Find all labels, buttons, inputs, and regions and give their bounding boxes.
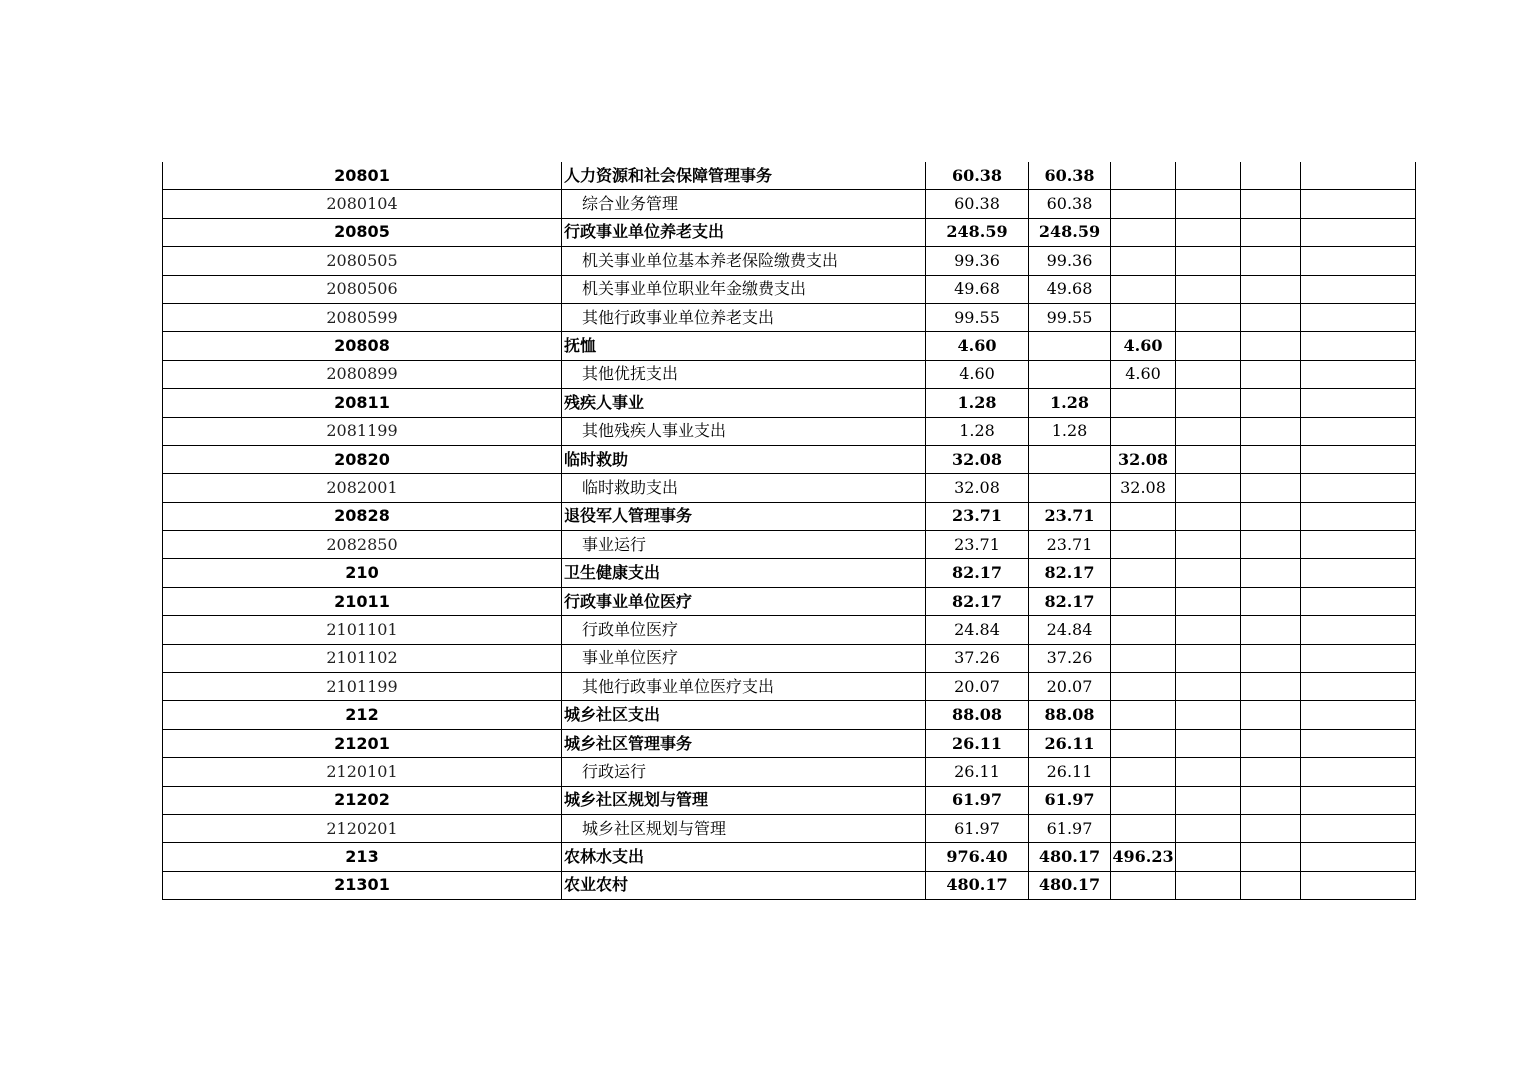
empty-cell bbox=[1176, 190, 1241, 218]
empty-cell bbox=[1241, 332, 1301, 360]
subject-code-cell: 20805 bbox=[163, 218, 562, 246]
empty-cell bbox=[1176, 673, 1241, 701]
empty-cell bbox=[1176, 275, 1241, 303]
subject-name-cell: 行政单位医疗 bbox=[562, 616, 926, 644]
basic-expenditure-cell: 88.08 bbox=[1029, 701, 1111, 729]
empty-cell bbox=[1241, 474, 1301, 502]
subject-name-cell: 退役军人管理事务 bbox=[562, 502, 926, 530]
project-expenditure-cell bbox=[1111, 729, 1176, 757]
empty-cell bbox=[1241, 644, 1301, 672]
empty-cell bbox=[1301, 758, 1416, 786]
total-amount-cell: 976.40 bbox=[926, 843, 1029, 871]
empty-cell bbox=[1176, 871, 1241, 899]
project-expenditure-cell bbox=[1111, 275, 1176, 303]
subject-name-cell: 机关事业单位职业年金缴费支出 bbox=[562, 275, 926, 303]
total-amount-cell: 82.17 bbox=[926, 587, 1029, 615]
empty-cell bbox=[1241, 587, 1301, 615]
total-amount-cell: 88.08 bbox=[926, 701, 1029, 729]
empty-cell bbox=[1241, 559, 1301, 587]
table-row bbox=[163, 814, 1416, 842]
basic-expenditure-cell: 480.17 bbox=[1029, 843, 1111, 871]
basic-expenditure-cell: 23.71 bbox=[1029, 531, 1111, 559]
total-amount-cell: 61.97 bbox=[926, 814, 1029, 842]
project-expenditure-cell bbox=[1111, 417, 1176, 445]
subject-name-cell: 城乡社区规划与管理 bbox=[562, 786, 926, 814]
subject-code-cell: 20808 bbox=[163, 332, 562, 360]
table-row bbox=[163, 616, 1416, 644]
empty-cell bbox=[1241, 729, 1301, 757]
empty-cell bbox=[1301, 587, 1416, 615]
subject-name-cell: 其他优抚支出 bbox=[562, 360, 926, 388]
subject-name-cell: 农林水支出 bbox=[562, 843, 926, 871]
empty-cell bbox=[1241, 531, 1301, 559]
total-amount-cell: 23.71 bbox=[926, 502, 1029, 530]
subject-name-cell: 行政事业单位养老支出 bbox=[562, 218, 926, 246]
empty-cell bbox=[1241, 417, 1301, 445]
empty-cell bbox=[1301, 247, 1416, 275]
basic-expenditure-cell bbox=[1029, 360, 1111, 388]
project-expenditure-cell bbox=[1111, 701, 1176, 729]
basic-expenditure-cell: 82.17 bbox=[1029, 559, 1111, 587]
project-expenditure-cell bbox=[1111, 247, 1176, 275]
table-row bbox=[163, 502, 1416, 530]
empty-cell bbox=[1301, 559, 1416, 587]
empty-cell bbox=[1301, 218, 1416, 246]
subject-name-cell: 残疾人事业 bbox=[562, 389, 926, 417]
empty-cell bbox=[1241, 502, 1301, 530]
subject-code-cell: 2101102 bbox=[163, 644, 562, 672]
basic-expenditure-cell bbox=[1029, 332, 1111, 360]
project-expenditure-cell bbox=[1111, 303, 1176, 331]
table-row bbox=[163, 360, 1416, 388]
project-expenditure-cell bbox=[1111, 502, 1176, 530]
subject-code-cell: 21202 bbox=[163, 786, 562, 814]
table-row bbox=[163, 843, 1416, 871]
empty-cell bbox=[1301, 673, 1416, 701]
empty-cell bbox=[1176, 587, 1241, 615]
subject-name-cell: 城乡社区管理事务 bbox=[562, 729, 926, 757]
project-expenditure-cell bbox=[1111, 814, 1176, 842]
table-row bbox=[163, 786, 1416, 814]
subject-name-cell: 事业单位医疗 bbox=[562, 644, 926, 672]
empty-cell bbox=[1301, 332, 1416, 360]
subject-code-cell: 2080899 bbox=[163, 360, 562, 388]
empty-cell bbox=[1176, 559, 1241, 587]
basic-expenditure-cell: 37.26 bbox=[1029, 644, 1111, 672]
empty-cell bbox=[1301, 786, 1416, 814]
subject-name-cell: 其他残疾人事业支出 bbox=[562, 417, 926, 445]
total-amount-cell: 1.28 bbox=[926, 389, 1029, 417]
project-expenditure-cell bbox=[1111, 218, 1176, 246]
empty-cell bbox=[1301, 417, 1416, 445]
project-expenditure-cell bbox=[1111, 389, 1176, 417]
expenditure-table bbox=[162, 162, 1416, 900]
table-row bbox=[163, 275, 1416, 303]
table-row bbox=[163, 162, 1416, 190]
empty-cell bbox=[1241, 701, 1301, 729]
empty-cell bbox=[1176, 474, 1241, 502]
empty-cell bbox=[1241, 218, 1301, 246]
subject-code-cell: 2120101 bbox=[163, 758, 562, 786]
basic-expenditure-cell bbox=[1029, 474, 1111, 502]
subject-code-cell: 2080599 bbox=[163, 303, 562, 331]
subject-code-cell: 20820 bbox=[163, 445, 562, 473]
subject-code-cell: 20828 bbox=[163, 502, 562, 530]
project-expenditure-cell bbox=[1111, 559, 1176, 587]
empty-cell bbox=[1301, 303, 1416, 331]
empty-cell bbox=[1241, 758, 1301, 786]
basic-expenditure-cell: 20.07 bbox=[1029, 673, 1111, 701]
empty-cell bbox=[1176, 843, 1241, 871]
project-expenditure-cell bbox=[1111, 616, 1176, 644]
subject-code-cell: 21301 bbox=[163, 871, 562, 899]
empty-cell bbox=[1176, 701, 1241, 729]
total-amount-cell: 23.71 bbox=[926, 531, 1029, 559]
total-amount-cell: 49.68 bbox=[926, 275, 1029, 303]
subject-name-cell: 人力资源和社会保障管理事务 bbox=[562, 162, 926, 190]
empty-cell bbox=[1176, 758, 1241, 786]
table-row bbox=[163, 531, 1416, 559]
basic-expenditure-cell: 99.36 bbox=[1029, 247, 1111, 275]
basic-expenditure-cell: 61.97 bbox=[1029, 786, 1111, 814]
basic-expenditure-cell: 23.71 bbox=[1029, 502, 1111, 530]
subject-code-cell: 2081199 bbox=[163, 417, 562, 445]
empty-cell bbox=[1301, 275, 1416, 303]
project-expenditure-cell bbox=[1111, 162, 1176, 190]
table-row bbox=[163, 303, 1416, 331]
subject-name-cell: 其他行政事业单位医疗支出 bbox=[562, 673, 926, 701]
table-row bbox=[163, 417, 1416, 445]
empty-cell bbox=[1241, 843, 1301, 871]
project-expenditure-cell: 4.60 bbox=[1111, 332, 1176, 360]
project-expenditure-cell: 32.08 bbox=[1111, 474, 1176, 502]
total-amount-cell: 82.17 bbox=[926, 559, 1029, 587]
empty-cell bbox=[1176, 247, 1241, 275]
empty-cell bbox=[1241, 360, 1301, 388]
empty-cell bbox=[1241, 616, 1301, 644]
empty-cell bbox=[1301, 871, 1416, 899]
basic-expenditure-cell: 248.59 bbox=[1029, 218, 1111, 246]
empty-cell bbox=[1301, 389, 1416, 417]
empty-cell bbox=[1176, 502, 1241, 530]
table-row bbox=[163, 389, 1416, 417]
project-expenditure-cell: 496.23 bbox=[1111, 843, 1176, 871]
project-expenditure-cell bbox=[1111, 871, 1176, 899]
subject-name-cell: 城乡社区支出 bbox=[562, 701, 926, 729]
empty-cell bbox=[1176, 218, 1241, 246]
empty-cell bbox=[1301, 843, 1416, 871]
total-amount-cell: 24.84 bbox=[926, 616, 1029, 644]
total-amount-cell: 26.11 bbox=[926, 729, 1029, 757]
table-row bbox=[163, 729, 1416, 757]
empty-cell bbox=[1301, 190, 1416, 218]
empty-cell bbox=[1176, 162, 1241, 190]
subject-code-cell: 2080505 bbox=[163, 247, 562, 275]
empty-cell bbox=[1301, 502, 1416, 530]
subject-name-cell: 临时救助支出 bbox=[562, 474, 926, 502]
empty-cell bbox=[1301, 644, 1416, 672]
subject-name-cell: 卫生健康支出 bbox=[562, 559, 926, 587]
empty-cell bbox=[1176, 360, 1241, 388]
basic-expenditure-cell: 99.55 bbox=[1029, 303, 1111, 331]
total-amount-cell: 60.38 bbox=[926, 162, 1029, 190]
subject-code-cell: 2082001 bbox=[163, 474, 562, 502]
empty-cell bbox=[1176, 786, 1241, 814]
table-row bbox=[163, 701, 1416, 729]
table-row bbox=[163, 332, 1416, 360]
total-amount-cell: 1.28 bbox=[926, 417, 1029, 445]
project-expenditure-cell: 32.08 bbox=[1111, 445, 1176, 473]
project-expenditure-cell: 4.60 bbox=[1111, 360, 1176, 388]
basic-expenditure-cell: 61.97 bbox=[1029, 814, 1111, 842]
total-amount-cell: 99.55 bbox=[926, 303, 1029, 331]
subject-code-cell: 21011 bbox=[163, 587, 562, 615]
project-expenditure-cell bbox=[1111, 531, 1176, 559]
empty-cell bbox=[1301, 474, 1416, 502]
project-expenditure-cell bbox=[1111, 786, 1176, 814]
total-amount-cell: 32.08 bbox=[926, 474, 1029, 502]
project-expenditure-cell bbox=[1111, 673, 1176, 701]
total-amount-cell: 248.59 bbox=[926, 218, 1029, 246]
empty-cell bbox=[1241, 786, 1301, 814]
total-amount-cell: 37.26 bbox=[926, 644, 1029, 672]
empty-cell bbox=[1301, 531, 1416, 559]
table-row bbox=[163, 474, 1416, 502]
table-row bbox=[163, 218, 1416, 246]
subject-code-cell: 2080506 bbox=[163, 275, 562, 303]
subject-code-cell: 2101101 bbox=[163, 616, 562, 644]
basic-expenditure-cell: 60.38 bbox=[1029, 190, 1111, 218]
subject-code-cell: 213 bbox=[163, 843, 562, 871]
table-row bbox=[163, 247, 1416, 275]
empty-cell bbox=[1241, 190, 1301, 218]
project-expenditure-cell bbox=[1111, 758, 1176, 786]
subject-name-cell: 农业农村 bbox=[562, 871, 926, 899]
empty-cell bbox=[1301, 360, 1416, 388]
basic-expenditure-cell bbox=[1029, 445, 1111, 473]
empty-cell bbox=[1301, 616, 1416, 644]
empty-cell bbox=[1176, 303, 1241, 331]
basic-expenditure-cell: 26.11 bbox=[1029, 729, 1111, 757]
basic-expenditure-cell: 49.68 bbox=[1029, 275, 1111, 303]
table-row bbox=[163, 758, 1416, 786]
subject-name-cell: 城乡社区规划与管理 bbox=[562, 814, 926, 842]
empty-cell bbox=[1301, 445, 1416, 473]
subject-code-cell: 20811 bbox=[163, 389, 562, 417]
subject-name-cell: 事业运行 bbox=[562, 531, 926, 559]
basic-expenditure-cell: 1.28 bbox=[1029, 417, 1111, 445]
empty-cell bbox=[1241, 814, 1301, 842]
empty-cell bbox=[1176, 729, 1241, 757]
total-amount-cell: 99.36 bbox=[926, 247, 1029, 275]
empty-cell bbox=[1241, 445, 1301, 473]
project-expenditure-cell bbox=[1111, 587, 1176, 615]
subject-name-cell: 机关事业单位基本养老保险缴费支出 bbox=[562, 247, 926, 275]
empty-cell bbox=[1241, 673, 1301, 701]
empty-cell bbox=[1176, 616, 1241, 644]
total-amount-cell: 26.11 bbox=[926, 758, 1029, 786]
table-row bbox=[163, 673, 1416, 701]
basic-expenditure-cell: 24.84 bbox=[1029, 616, 1111, 644]
table-row bbox=[163, 190, 1416, 218]
basic-expenditure-cell: 82.17 bbox=[1029, 587, 1111, 615]
subject-code-cell: 21201 bbox=[163, 729, 562, 757]
subject-code-cell: 2082850 bbox=[163, 531, 562, 559]
total-amount-cell: 20.07 bbox=[926, 673, 1029, 701]
table-row bbox=[163, 587, 1416, 615]
subject-name-cell: 行政运行 bbox=[562, 758, 926, 786]
empty-cell bbox=[1301, 162, 1416, 190]
empty-cell bbox=[1241, 162, 1301, 190]
subject-code-cell: 20801 bbox=[163, 162, 562, 190]
basic-expenditure-cell: 1.28 bbox=[1029, 389, 1111, 417]
subject-code-cell: 2080104 bbox=[163, 190, 562, 218]
total-amount-cell: 32.08 bbox=[926, 445, 1029, 473]
total-amount-cell: 4.60 bbox=[926, 332, 1029, 360]
empty-cell bbox=[1241, 247, 1301, 275]
empty-cell bbox=[1241, 389, 1301, 417]
empty-cell bbox=[1176, 531, 1241, 559]
subject-code-cell: 210 bbox=[163, 559, 562, 587]
basic-expenditure-cell: 26.11 bbox=[1029, 758, 1111, 786]
table-row bbox=[163, 445, 1416, 473]
empty-cell bbox=[1176, 445, 1241, 473]
empty-cell bbox=[1301, 814, 1416, 842]
empty-cell bbox=[1241, 303, 1301, 331]
subject-name-cell: 临时救助 bbox=[562, 445, 926, 473]
empty-cell bbox=[1301, 729, 1416, 757]
basic-expenditure-cell: 480.17 bbox=[1029, 871, 1111, 899]
empty-cell bbox=[1176, 389, 1241, 417]
table-row bbox=[163, 559, 1416, 587]
subject-code-cell: 2120201 bbox=[163, 814, 562, 842]
total-amount-cell: 61.97 bbox=[926, 786, 1029, 814]
subject-name-cell: 综合业务管理 bbox=[562, 190, 926, 218]
table-body bbox=[163, 162, 1416, 900]
project-expenditure-cell bbox=[1111, 644, 1176, 672]
subject-name-cell: 行政事业单位医疗 bbox=[562, 587, 926, 615]
total-amount-cell: 480.17 bbox=[926, 871, 1029, 899]
total-amount-cell: 4.60 bbox=[926, 360, 1029, 388]
total-amount-cell: 60.38 bbox=[926, 190, 1029, 218]
table-row bbox=[163, 871, 1416, 899]
subject-name-cell: 其他行政事业单位养老支出 bbox=[562, 303, 926, 331]
project-expenditure-cell bbox=[1111, 190, 1176, 218]
empty-cell bbox=[1176, 332, 1241, 360]
empty-cell bbox=[1176, 417, 1241, 445]
subject-code-cell: 212 bbox=[163, 701, 562, 729]
subject-code-cell: 2101199 bbox=[163, 673, 562, 701]
basic-expenditure-cell: 60.38 bbox=[1029, 162, 1111, 190]
empty-cell bbox=[1241, 871, 1301, 899]
subject-name-cell: 抚恤 bbox=[562, 332, 926, 360]
empty-cell bbox=[1301, 701, 1416, 729]
empty-cell bbox=[1176, 644, 1241, 672]
empty-cell bbox=[1241, 275, 1301, 303]
table-row bbox=[163, 644, 1416, 672]
empty-cell bbox=[1176, 814, 1241, 842]
